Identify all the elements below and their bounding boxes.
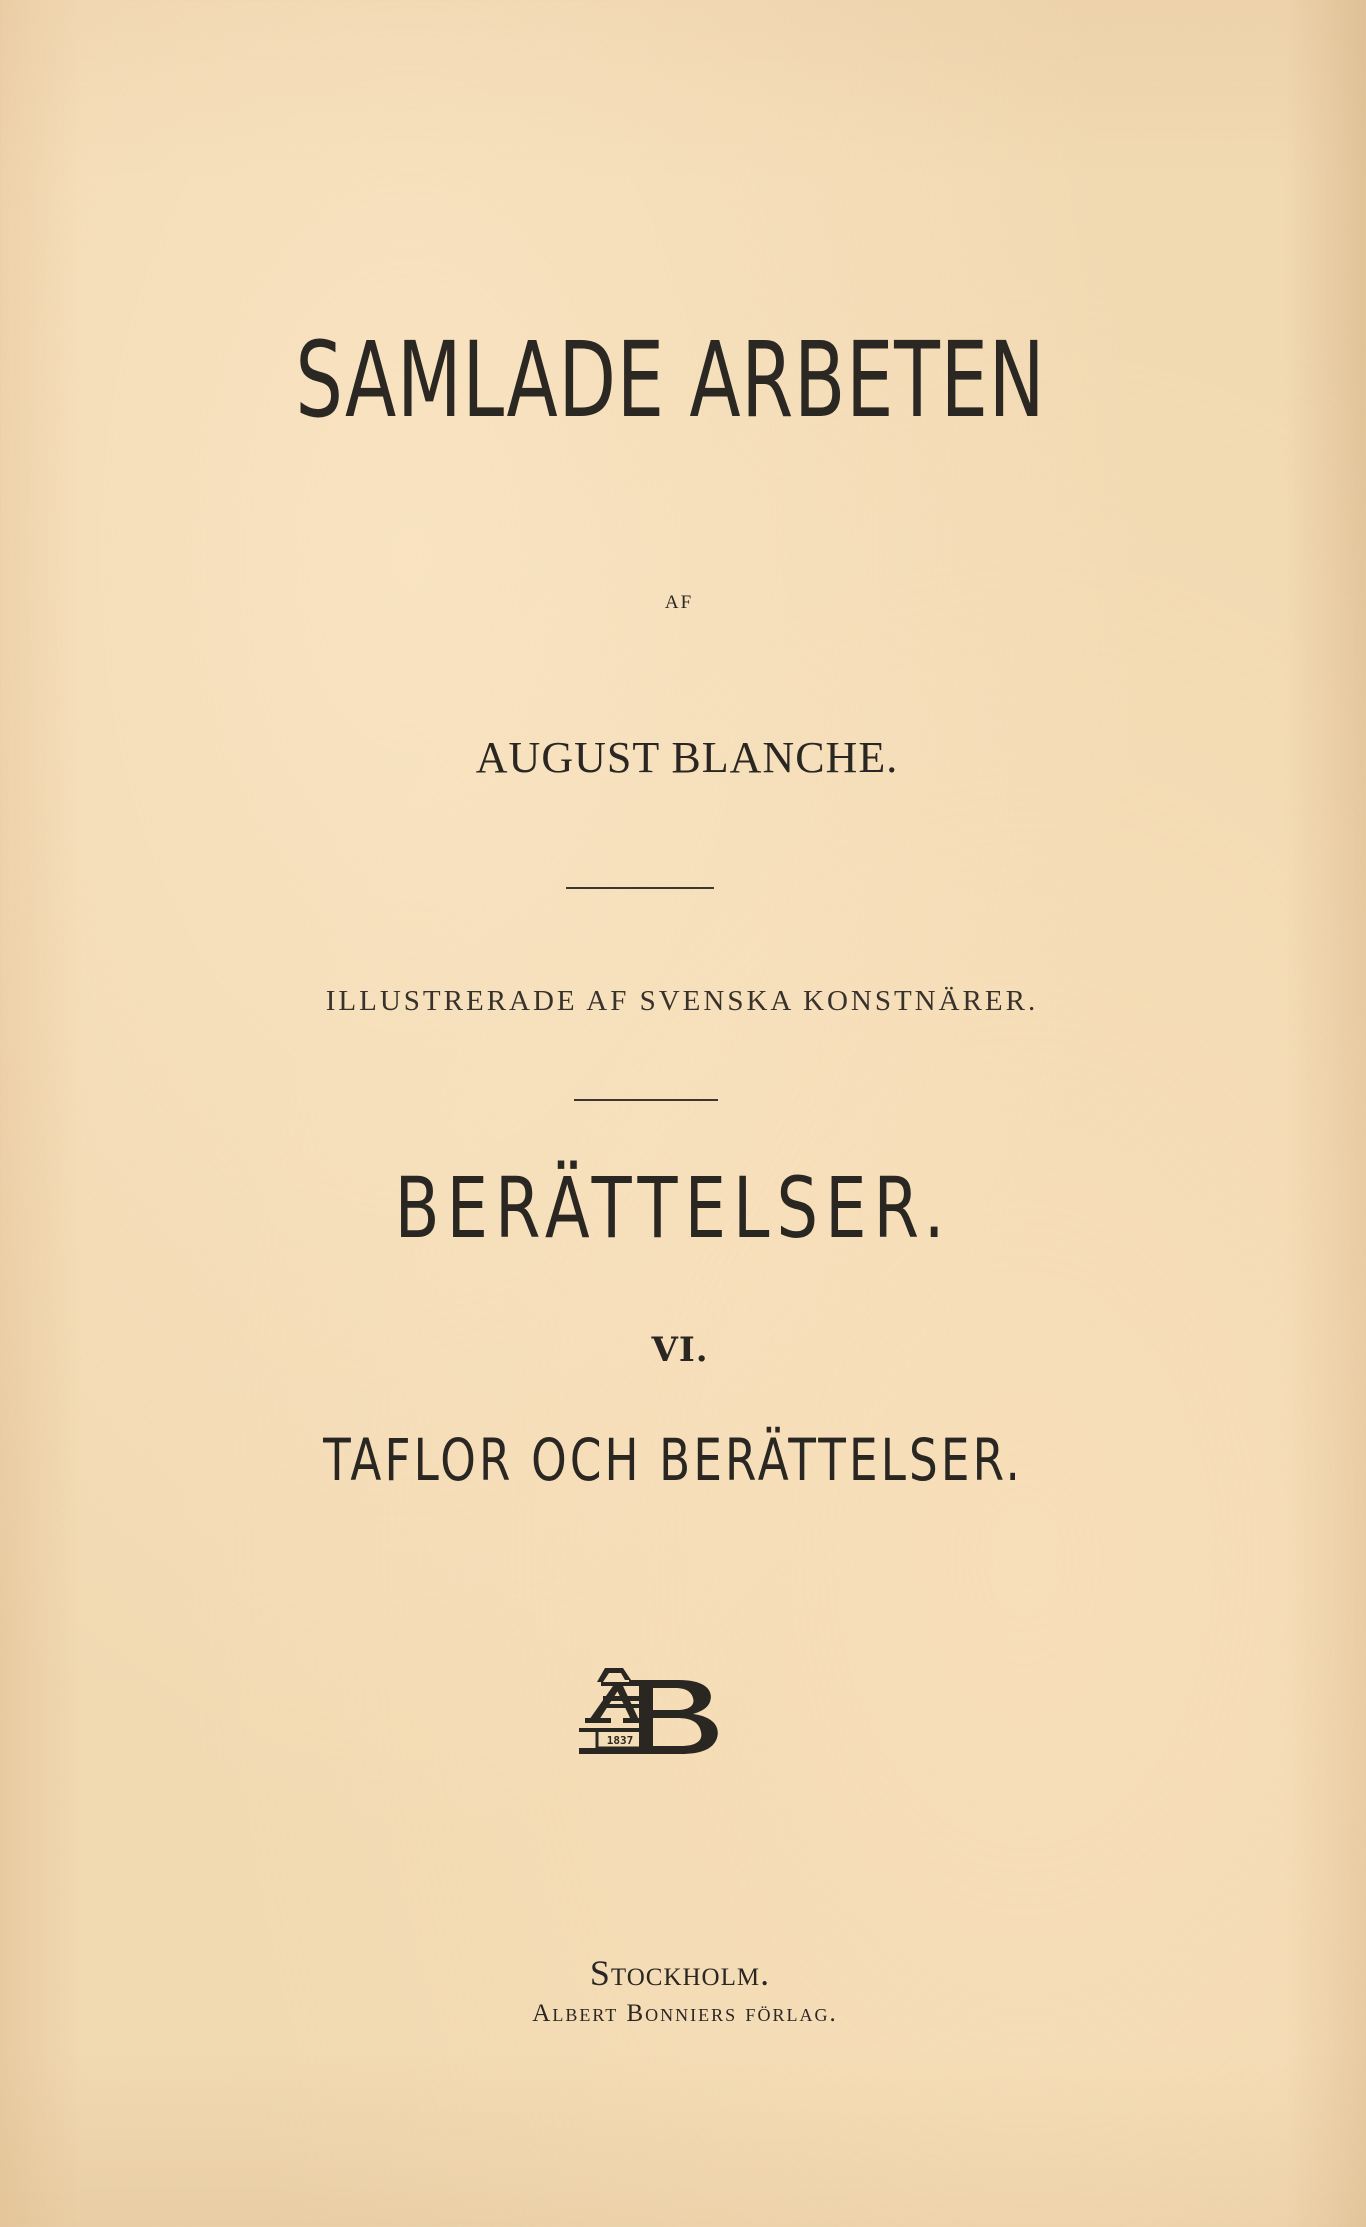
divider-rule [574, 1099, 718, 1101]
publisher-monogram-icon [575, 1660, 730, 1760]
illustration-note: ILLUSTRERADE AF SVENSKA KONSTNÄRER. [325, 985, 1039, 1017]
imprint-publisher: Albert Bonniers förlag. [532, 2000, 838, 2027]
divider-rule [566, 887, 714, 889]
author-name: AUGUST BLANCHE. [475, 733, 899, 782]
volume-title: TAFLOR OCH BERÄTTELSER. [323, 1426, 1024, 1494]
volume-number: VI. [651, 1330, 709, 1370]
book-title: SAMLADE ARBETEN [295, 319, 1046, 441]
byline-prefix: AF [664, 592, 694, 613]
imprint-city: Stockholm. [589, 1953, 771, 1993]
logo-year: 1837 [606, 1734, 634, 1747]
section-title: BERÄTTELSER. [394, 1159, 952, 1257]
